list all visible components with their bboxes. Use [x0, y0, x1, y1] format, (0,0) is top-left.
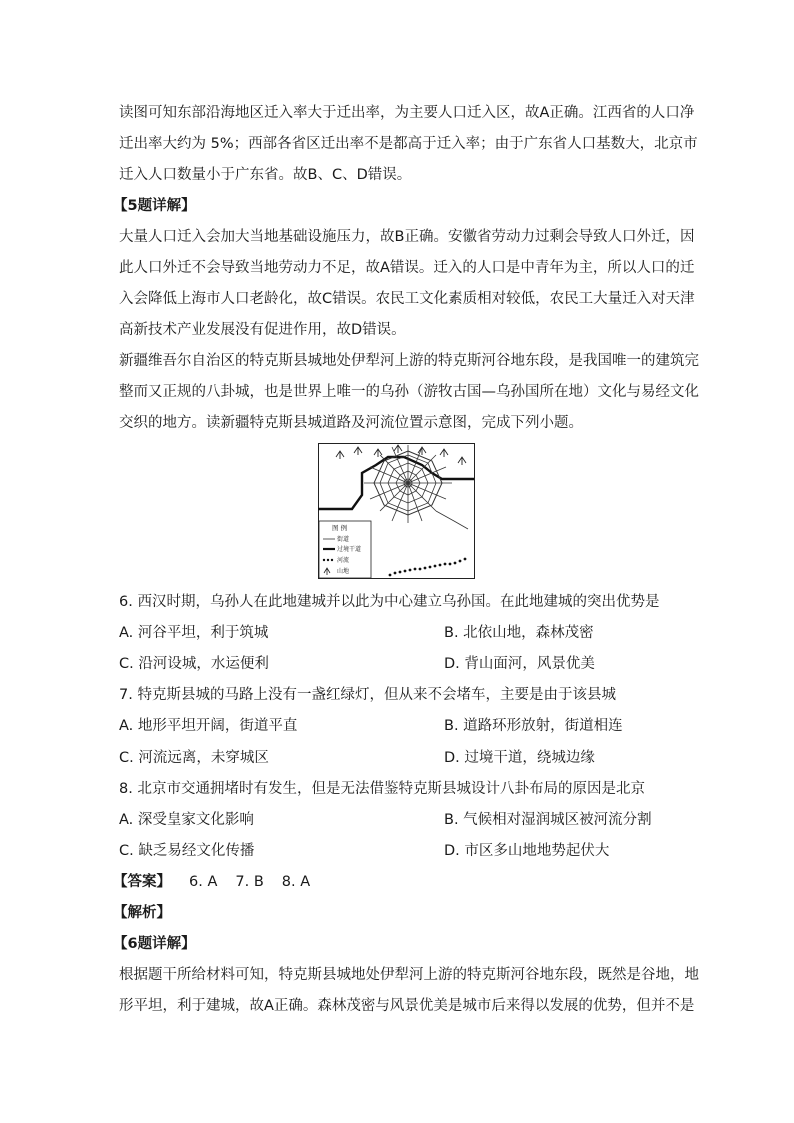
intro-line: 新疆维吾尔自治区的特克斯县城地处伊犁河上游的特克斯河谷地东段，是我国唯一的建筑完 — [119, 353, 699, 369]
question-8-option-a: A. 深受皇家文化影响 — [119, 812, 254, 828]
paragraph-line: 高新技术产业发展没有促进作用，故D错误。 — [119, 322, 406, 338]
question-6-option-c: C. 沿河设城，水运便利 — [119, 656, 269, 672]
question-8-option-c: C. 缺乏易经文化传播 — [119, 843, 255, 859]
question-6-option-a: A. 河谷平坦，利于筑城 — [119, 625, 269, 641]
paragraph-line: 大量人口迁入会加大当地基础设施压力，故B正确。安徽省劳动力过剩会导致人口外迁，因 — [119, 229, 695, 245]
legend-title: 图 例 — [332, 524, 348, 532]
question-6-stem: 6. 西汉时期，乌孙人在此地建城并以此为中心建立乌孙国。在此地建城的突出优势是 — [119, 594, 660, 610]
section-heading-6: 【6题详解】 — [113, 936, 196, 952]
answer-line — [113, 872, 673, 892]
paragraph-line: 迁入人口数量小于广东省。故B、C、D错误。 — [119, 167, 412, 183]
question-8-stem: 8. 北京市交通拥堵时有发生，但是无法借鉴特克斯县城设计八卦布局的原因是北京 — [119, 781, 645, 797]
answer-item: 7. B — [235, 874, 264, 890]
question-6-option-d: D. 背山面河，风景优美 — [444, 656, 595, 672]
paragraph-line: 入会降低上海市人口老龄化，故C错误。农民工文化素质相对较低，农民工大量迁入对天津 — [119, 291, 695, 307]
paragraph-line: 迁出率大约为 5%；西部各省区迁出率不是都高于迁入率；由于广东省人口基数大，北京市 — [119, 136, 698, 152]
town-road-map-figure — [318, 443, 475, 579]
analysis-heading: 【解析】 — [113, 905, 171, 921]
question-7-option-c: C. 河流远离，未穿城区 — [119, 750, 269, 766]
paragraph-line: 此人口外迁不会导致当地劳动力不足，故A错误。迁入的人口是中青年为主，所以人口的迁 — [119, 260, 695, 276]
answer-item: 6. A — [189, 874, 218, 890]
question-7-option-d: D. 过境干道，绕城边缘 — [444, 750, 595, 766]
intro-line: 整而又正规的八卦城，也是世界上唯一的乌孙（游牧古国—乌孙国所在地）文化与易经文化 — [119, 384, 699, 400]
section-heading-5: 【5题详解】 — [113, 198, 196, 214]
question-7-option-a: A. 地形平坦开阔，街道平直 — [119, 718, 298, 734]
legend-river-label: 河流 — [337, 557, 350, 564]
question-6-option-b: B. 北依山地，森林茂密 — [444, 625, 594, 641]
question-7-stem: 7. 特克斯县城的马路上没有一盏红绿灯，但从来不会堵车，主要是由于该县城 — [119, 687, 616, 703]
intro-line: 交织的地方。读新疆特克斯县城道路及河流位置示意图，完成下列小题。 — [119, 415, 583, 431]
answer-item: 8. A — [281, 874, 311, 890]
question-7-option-b: B. 道路环形放射，街道相连 — [444, 718, 623, 734]
question-8-option-b: B. 气候相对湿润城区被河流分割 — [444, 812, 652, 828]
answer-label: 【答案】 — [113, 874, 171, 890]
paragraph-line: 读图可知东部沿海地区迁入率大于迁出率，为主要人口迁入区，故A正确。江西省的人口净 — [119, 105, 695, 121]
paragraph-line: 根据题干所给材料可知，特克斯县城地处伊犁河上游的特克斯河谷地东段，既然是谷地，地 — [119, 967, 699, 983]
question-8-option-d: D. 市区多山地地势起伏大 — [444, 843, 610, 859]
legend-mountain-label: 山地 — [337, 568, 350, 575]
legend-river-symbol — [323, 559, 333, 561]
paragraph-line: 形平坦，利于建城，故A正确。森林茂密与风景优美是城市后来得以发展的优势，但并不是 — [119, 998, 695, 1014]
legend-bypass-label: 过境干道 — [337, 546, 362, 553]
legend-street-label: 街道 — [337, 536, 350, 543]
